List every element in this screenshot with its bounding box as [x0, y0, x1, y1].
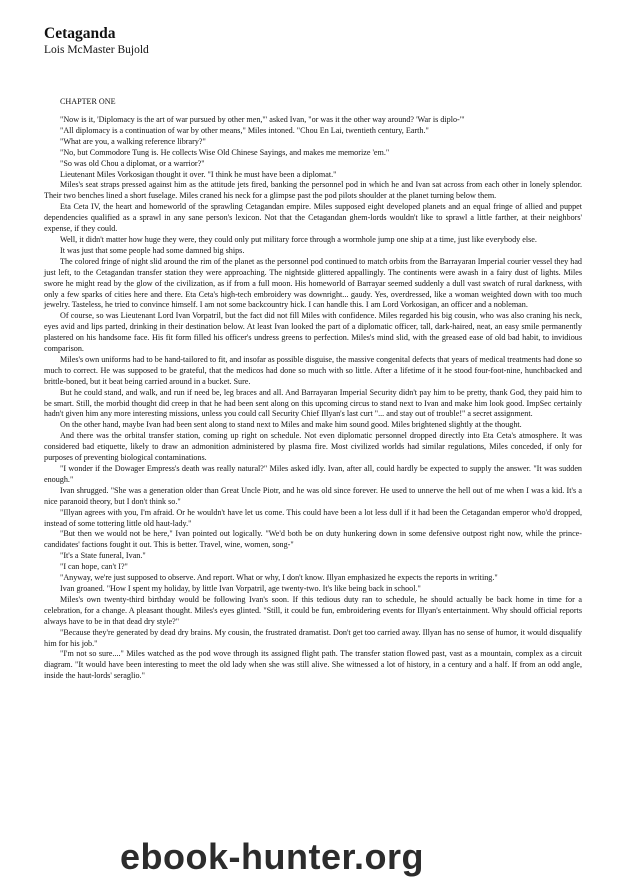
chapter-heading: CHAPTER ONE — [60, 97, 116, 106]
paragraph: "What are you, a walking reference library?" — [60, 136, 206, 146]
book-title: Cetaganda — [44, 25, 116, 42]
paragraph: Miles's own twenty-third birthday would be following Ivan's soon. If this tedious duty ran to schedule, he should actually be back home in time for a celebration, for a change. A pleasant thought. Miles's eyes glinted. "Still, it could be fun, embroidering events for Illyan's entertainment. Why should official reports always have to be in that dead dry style?" — [44, 594, 582, 626]
paragraph: On the other hand, maybe Ivan had been sent along to stand next to Miles and make him sound good. Miles brightened slightly at the thought. — [60, 420, 522, 430]
body-text — [44, 115, 582, 682]
paragraph: Ivan groaned. "How I spent my holiday, by little Ivan Vorpatril, age twenty-two. It's like being back in school." — [60, 583, 421, 593]
paragraph: "Illyan agrees with you, I'm afraid. Or he wouldn't have let us come. This could have been a lot less dull if it had been the Cetagandan emperor who'd dropped, instead of some tottering little old haut-lady." — [44, 507, 582, 528]
paragraph: "I can hope, can't I?" — [60, 562, 128, 572]
paragraph: The colored fringe of night slid around the rim of the planet as the personnel pod continued to match orbits from the Barrayaran Imperial courier vessel they had just left, to the Cetagandan transfer station they were approaching. The nightside glittered appallingly. The continents were awash in a fairy dust of lights. Miles swore he might read by the glow of the civilization, as if from a full moon. His homeworld of Barrayar seemed suddenly a dull vast swatch of rural darkness, with only a few sparks of cities here and there. Eta Ceta's high-tech embroidery was downright... gaudy. Yes, overdressed, like a woman weighted down with too much jewelry. Tasteless, he tried to convince himself. I am not some backcountry hick. I can handle this. I am Lord Vorkosigan, an officer and a nobleman. — [44, 256, 582, 310]
paragraph: "Now is it, 'Diplomacy is the art of war pursued by other men,'" asked Ivan, "or was it the other way around? 'War is diplo-'" — [60, 115, 465, 124]
paragraph: "It's a State funeral, Ivan." — [60, 551, 146, 561]
book-author: Lois McMaster Bujold — [44, 44, 149, 56]
paragraph: "But then we would not be here," Ivan pointed out logically. "We'd both be on duty hunkering down in some defensive outpost right now, while the prince-candidates' factions fought it out. This is better. Travel, wine, women, song-" — [44, 529, 582, 550]
paragraph: "All diplomacy is a continuation of war by other means," Miles intoned. "Chou En Lai, twentieth century, Earth." — [60, 125, 429, 135]
paragraph: "So was old Chou a diplomat, or a warrior?" — [60, 158, 205, 168]
watermark: ebook-hunter.org — [120, 836, 424, 877]
paragraph: Lieutenant Miles Vorkosigan thought it over. "I think he must have been a diplomat." — [60, 169, 337, 179]
paragraph: Miles's own uniforms had to be hand-tailored to fit, and insofar as possible disguise, the massive congenital defects that years of medical treatments had done so much to correct. He was supposed to be grateful, that the medicos had done so much with so little. After a lifetime of it he stood four-foot-nine, hunchbacked and brittle-boned, but it beat being carried around in a bucket. Sure. — [44, 354, 582, 386]
paragraph: Of course, so was Lieutenant Lord Ivan Vorpatril, but the fact did not fill Miles with confidence. Miles regarded his big cousin, who was also craning his neck, eyes avid and lips parted, drinking in their destination below. At least Ivan looked the part of a diplomatic officer, tall, dark-haired, neat, an easy smile permanently plastered on his handsome face. His fit form filled his officer's undress greens to perfection. Miles's mind slid, with the greased ease of old bad habit, to invidious comparison. — [44, 311, 582, 354]
paragraph: And there was the orbital transfer station, coming up right on schedule. Not even diplomatic personnel dropped directly into Eta Ceta's atmosphere. It was considered bad etiquette, likely to draw an admonition administered by plasma fire. Most civilized worlds had similar regulations, Miles conceded, if only for purposes of preventing biological contaminations. — [44, 431, 582, 463]
paragraph: "Anyway, we're just supposed to observe. And report. What or why, I don't know. Illyan emphasized he expects the reports in writing." — [60, 573, 498, 583]
paragraph: Eta Ceta IV, the heart and homeworld of the sprawling Cetagandan empire. Miles supposed eight developed planets and an equal fringe of allied and puppet dependencies qualified as a sprawl in any sane person's lexicon. Not that the Cetagandan ghem-lords wouldn't like to sprawl a little farther, at their neighbors' expense, if they could. — [44, 202, 582, 234]
paragraph: "I'm not so sure...." Miles watched as the pod wove through its assigned flight path. The transfer station flowed past, vast as a mountain, complex as a circuit diagram. "It would have been interesting to meet the old lady when she was still alive. She witnessed a lot of history, in a century and a half. If from an odd angle, inside the haut-lords' seraglio." — [44, 649, 582, 681]
paragraph: "I wonder if the Dowager Empress's death was really natural?" Miles asked idly. Ivan, after all, could hardly be expected to supply the answer. "It was sudden enough." — [44, 464, 582, 484]
paragraph: "No, but Commodore Tung is. He collects Wise Old Chinese Sayings, and makes me memorize 'em." — [60, 147, 390, 157]
paragraph: Miles's seat straps pressed against him as the attitude jets fired, banking the personnel pod in which he and Ivan sat across from each other in lonely splendor. Their two benches lined a short fuselage. Miles craned his neck for a glimpse past the pod pilots shoulder at the planet turning below them. — [44, 180, 582, 201]
paragraph: But he could stand, and walk, and run if need be, leg braces and all. And Barrayaran Imperial Security didn't pay him to be pretty, thank God, they paid him to be smart. Still, the morbid thought did creep in that he had been sent along on this upcoming circus to stand next to Ivan and make him look good. ImpSec certainly hadn't given him any more interesting missions, unless you could call Security Chief Illyan's last curt "... and stay out of trouble!" a secret assignment. — [44, 387, 582, 419]
paragraph: It was just that some people had some damned big ships. — [60, 245, 245, 255]
paragraph: Well, it didn't matter how huge they were, they could only put military force through a wormhole jump one ship at a time, just like everybody else. — [60, 234, 537, 244]
paragraph: "Because they're generated by dead dry brains. My cousin, the frustrated dramatist. Don't get too carried away. Illyan has no sense of humor, it would disqualify him for his job." — [44, 627, 582, 648]
paragraph: Ivan shrugged. "She was a generation older than Great Uncle Piotr, and he was old since forever. He used to unnerve the hell out of me when I was a kid. It's a nice paranoid theory, but I don't think so." — [44, 485, 582, 506]
